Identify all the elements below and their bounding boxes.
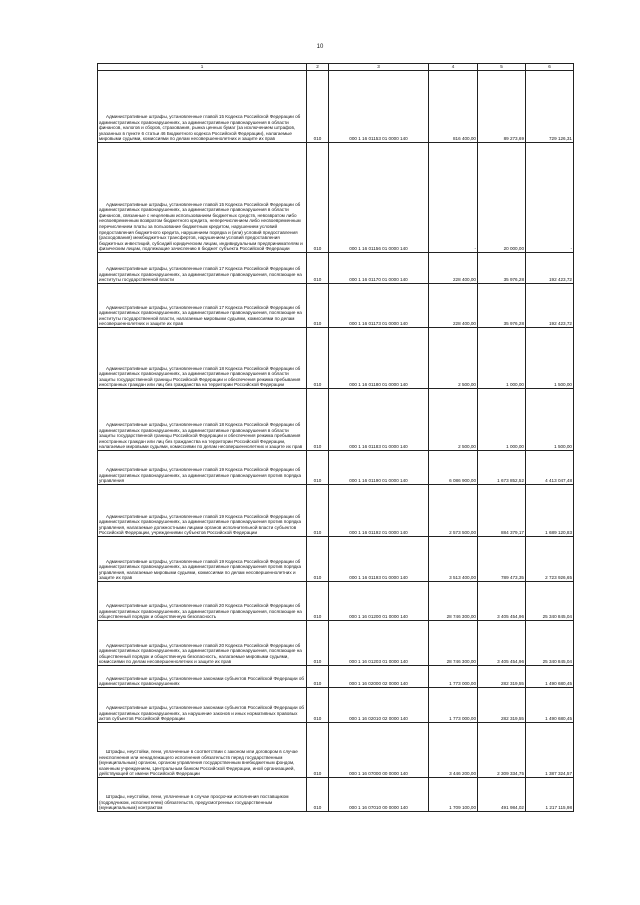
header-col-2: 2 bbox=[307, 64, 329, 71]
row-name-text: Административные штрафы, установленные главой 20 Кодекса Российской Федерации об административных правонарушениях, за административные правонарушения, посягающие на общественный порядок и общественную безопасность, налагаемые мировыми судьями, комиссиями по делам несовершеннолетних и защите их прав bbox=[99, 642, 302, 665]
row-name-cell bbox=[98, 621, 307, 666]
row-name-text: Административные штрафы, установленные главой 19 Кодекса Российской Федерации об административных правонарушениях, за административные правонарушения против порядка управления, налагаемые мировыми судьями, комиссиями по делам несовершеннолетних и защите их прав bbox=[99, 558, 302, 581]
row-diff-cell: 192 423,72 bbox=[526, 253, 574, 284]
row-plan-cell: 1 773 000,00 bbox=[429, 688, 478, 723]
row-plan-cell: 228 400,00 bbox=[429, 284, 478, 328]
row-code-cell: 010 bbox=[307, 485, 329, 537]
row-fact-cell: 2 309 334,75 bbox=[478, 723, 526, 778]
row-fact-cell: 89 273,69 bbox=[478, 71, 526, 143]
row-name-text: Административные штрафы, установленные главой 18 Кодекса Российской Федерации об административных правонарушениях, за административные правонарушения в области защиты государственной границы Российской Федерации и обеспечения режима пребывания иностранных граждан или лиц без гражданства на территории Российской Федерации bbox=[99, 365, 301, 388]
row-fact-cell: 282 319,55 bbox=[478, 666, 526, 688]
row-name-cell bbox=[98, 284, 307, 328]
header-col-5: 5 bbox=[478, 64, 526, 71]
row-diff-cell: 1 490 680,45 bbox=[526, 688, 574, 723]
table-row bbox=[98, 143, 574, 253]
row-name-cell bbox=[98, 143, 307, 253]
row-code-cell: 010 bbox=[307, 284, 329, 328]
row-fact-cell: 1 000,00 bbox=[478, 328, 526, 389]
row-diff-cell: 1 500,00 bbox=[526, 328, 574, 389]
row-fact-cell: 3 405 454,96 bbox=[478, 621, 526, 666]
table-row bbox=[98, 666, 574, 688]
row-name-cell bbox=[98, 389, 307, 451]
row-diff-cell: 1 217 115,98 bbox=[526, 778, 574, 812]
row-name-text: Административные штрафы, установленные главой 17 Кодекса Российской Федерации об административных правонарушениях, за административные правонарушения, посягающие на институты государственной власти bbox=[99, 266, 302, 283]
row-kbk-cell: 000 1 16 01192 01 0000 140 bbox=[329, 485, 429, 537]
row-name-text: Административные штрафы, установленные главой 20 Кодекса Российской Федерации об административных правонарушениях, за административные правонарушения, посягающие на общественный порядок и общественную безопасность bbox=[99, 603, 302, 620]
row-name-text: Штрафы, неустойки, пени, уплаченные в случае просрочки исполнения поставщиком (подрядчиком, исполнителем) обязательств, предусмотренных государственным (муниципальным) контрактом bbox=[99, 794, 289, 811]
row-plan-cell: 816 400,00 bbox=[429, 71, 478, 143]
row-fact-cell: 3 405 454,96 bbox=[478, 582, 526, 621]
row-code-cell: 010 bbox=[307, 723, 329, 778]
row-code-cell: 010 bbox=[307, 143, 329, 253]
row-name-cell bbox=[98, 71, 307, 143]
row-diff-cell: 1 387 324,57 bbox=[526, 723, 574, 778]
row-kbk-cell: 000 1 16 07010 00 0000 140 bbox=[329, 778, 429, 812]
row-code-cell: 010 bbox=[307, 451, 329, 485]
row-diff-cell: 4 413 047,48 bbox=[526, 451, 574, 485]
row-diff-cell: 1 689 120,83 bbox=[526, 485, 574, 537]
table-row bbox=[98, 778, 574, 812]
table-row bbox=[98, 389, 574, 451]
row-name-text: Административные штрафы, установленные главой 15 Кодекса Российской Федерации об административных правонарушениях, за административные правонарушения в области финансов, налогов и сборов, страхования, рынка ценных бумаг (за исключением штрафов, указанных в пункте 6 статьи 46 Бюджетного кодекса Российской Федерации), налагаемые мировыми судьями, комиссиями по делам несовершеннолетних и защите их прав bbox=[99, 114, 301, 142]
row-code-cell: 010 bbox=[307, 537, 329, 582]
page-number: 10 bbox=[316, 44, 324, 50]
row-diff-cell: 1 490 680,45 bbox=[526, 666, 574, 688]
row-fact-cell: 20 000,00 bbox=[478, 143, 526, 253]
row-name-cell bbox=[98, 778, 307, 812]
header-col-3: 3 bbox=[329, 64, 429, 71]
row-name-text: Административные штрафы, установленные главой 15 Кодекса Российской Федерации об административных правонарушениях, за административные правонарушения в области финансов, связанные с нецелевым использованием бюджетных средств, невозвратом либо несвоевременным возвратом бюджетного кредита, неперечислением либо несвоевременным перечислением платы за пользование бюджетным кредитом, нарушением условий предоставления бюджетного кредита, нарушением порядка и (или) условий предоставления (расходования) межбюджетных трансфертов, нарушением условий предоставления бюджетных инвестиций, субсидий юридическим лицам, индивидуальным предпринимателям и физическим лицам, подлежащие зачислению в бюджет субъекта Российской Федерации bbox=[99, 201, 303, 252]
row-kbk-cell: 000 1 16 01183 01 0000 140 bbox=[329, 389, 429, 451]
row-fact-cell: 35 976,28 bbox=[478, 253, 526, 284]
row-diff-cell: - bbox=[526, 143, 574, 253]
row-name-cell bbox=[98, 688, 307, 723]
table-row bbox=[98, 582, 574, 621]
table-row bbox=[98, 71, 574, 143]
row-kbk-cell: 000 1 16 02000 02 0000 140 bbox=[329, 666, 429, 688]
row-name-cell bbox=[98, 666, 307, 688]
row-diff-cell: 192 423,72 bbox=[526, 284, 574, 328]
row-plan-cell: - bbox=[429, 143, 478, 253]
row-kbk-cell: 000 1 16 01153 01 0000 140 bbox=[329, 71, 429, 143]
row-diff-cell: 729 126,31 bbox=[526, 71, 574, 143]
row-kbk-cell: 000 1 16 01193 01 0000 140 bbox=[329, 537, 429, 582]
row-fact-cell: 491 984,02 bbox=[478, 778, 526, 812]
table-row bbox=[98, 723, 574, 778]
row-code-cell: 010 bbox=[307, 621, 329, 666]
table-row bbox=[98, 537, 574, 582]
row-plan-cell: 228 400,00 bbox=[429, 253, 478, 284]
row-kbk-cell: 000 1 16 01156 01 0000 140 bbox=[329, 143, 429, 253]
row-diff-cell: 25 340 845,04 bbox=[526, 621, 574, 666]
row-plan-cell: 2 500,00 bbox=[429, 389, 478, 451]
row-fact-cell: 35 976,28 bbox=[478, 284, 526, 328]
table-row bbox=[98, 451, 574, 485]
row-name-text: Административные штрафы, установленные главой 17 Кодекса Российской Федерации об административных правонарушениях, за административные правонарушения, посягающие на институты государственной власти, налагаемые мировыми судьями, комиссиями по делам несовершеннолетних и защите их прав bbox=[99, 304, 302, 327]
budget-table bbox=[97, 63, 574, 812]
row-plan-cell: 1 773 000,00 bbox=[429, 666, 478, 688]
row-name-cell bbox=[98, 582, 307, 621]
row-name-cell bbox=[98, 485, 307, 537]
row-fact-cell: 789 473,35 bbox=[478, 537, 526, 582]
row-name-text: Административные штрафы, установленные законами субъектов Российской Федерации об административных правонарушениях, за нарушение законов и иных нормативных правовых актов субъектов Российской Федерации bbox=[99, 705, 305, 722]
row-code-cell: 010 bbox=[307, 389, 329, 451]
row-name-cell bbox=[98, 253, 307, 284]
row-name-cell bbox=[98, 537, 307, 582]
row-kbk-cell: 000 1 16 01200 01 0000 140 bbox=[329, 582, 429, 621]
row-code-cell: 010 bbox=[307, 253, 329, 284]
row-plan-cell: 3 513 400,00 bbox=[429, 537, 478, 582]
row-name-text: Административные штрафы, установленные главой 18 Кодекса Российской Федерации об административных правонарушениях, за административные правонарушения в области защиты государственной границы Российской Федерации и обеспечения режима пребывания иностранных граждан или лиц без гражданства на территории Российской Федерации, налагаемые мировыми судьями, комиссиями по делам несовершеннолетних и защите их прав bbox=[99, 422, 303, 450]
row-code-cell: 010 bbox=[307, 582, 329, 621]
table-header-row bbox=[98, 64, 574, 71]
row-plan-cell: 6 086 900,00 bbox=[429, 451, 478, 485]
row-kbk-cell: 000 1 16 01180 01 0000 140 bbox=[329, 328, 429, 389]
row-plan-cell: 28 746 300,00 bbox=[429, 621, 478, 666]
header-col-4: 4 bbox=[429, 64, 478, 71]
row-name-cell bbox=[98, 723, 307, 778]
row-kbk-cell: 000 1 16 01170 01 0000 140 bbox=[329, 253, 429, 284]
row-plan-cell: 2 500,00 bbox=[429, 328, 478, 389]
table-row bbox=[98, 328, 574, 389]
row-diff-cell: 2 723 926,65 bbox=[526, 537, 574, 582]
row-name-text: Административные штрафы, установленные законами субъектов Российской Федерации об административных правонарушениях bbox=[99, 675, 305, 687]
table-row bbox=[98, 284, 574, 328]
row-code-cell: 010 bbox=[307, 328, 329, 389]
row-name-text: Административные штрафы, установленные главой 19 Кодекса Российской Федерации об административных правонарушениях, за административные правонарушения против порядка управления bbox=[99, 467, 302, 484]
row-kbk-cell: 000 1 16 07000 00 0000 140 bbox=[329, 723, 429, 778]
table-row bbox=[98, 253, 574, 284]
row-kbk-cell: 000 1 16 01173 01 0000 140 bbox=[329, 284, 429, 328]
row-code-cell: 010 bbox=[307, 71, 329, 143]
row-name-cell bbox=[98, 451, 307, 485]
row-plan-cell: 28 746 300,00 bbox=[429, 582, 478, 621]
row-fact-cell: 1 000,00 bbox=[478, 389, 526, 451]
table-row bbox=[98, 621, 574, 666]
row-diff-cell: 25 340 845,04 bbox=[526, 582, 574, 621]
row-plan-cell: 1 709 100,00 bbox=[429, 778, 478, 812]
row-kbk-cell: 000 1 16 02010 02 0000 140 bbox=[329, 688, 429, 723]
row-plan-cell: 2 573 500,00 bbox=[429, 485, 478, 537]
row-kbk-cell: 000 1 16 01203 01 0000 140 bbox=[329, 621, 429, 666]
row-plan-cell: 3 446 200,00 bbox=[429, 723, 478, 778]
row-fact-cell: 282 319,55 bbox=[478, 688, 526, 723]
header-col-1: 1 bbox=[98, 64, 307, 71]
row-fact-cell: 1 673 852,52 bbox=[478, 451, 526, 485]
row-name-cell bbox=[98, 328, 307, 389]
table-row bbox=[98, 485, 574, 537]
row-fact-cell: 884 379,17 bbox=[478, 485, 526, 537]
table-row bbox=[98, 688, 574, 723]
row-kbk-cell: 000 1 16 01190 01 0000 140 bbox=[329, 451, 429, 485]
header-col-6: 6 bbox=[526, 64, 574, 71]
row-name-text: Штрафы, неустойки, пени, уплаченные в соответствии с законом или договором в случае неисполнения или ненадлежащего исполнения обязательств перед государственным (муниципальным) органом, органом управления государственным внебюджетным фондом, казенным учреждением, Центральным банком Российской Федерации, иной организацией, действующей от имени Российской Федерации bbox=[99, 749, 298, 777]
row-code-cell: 010 bbox=[307, 666, 329, 688]
row-code-cell: 010 bbox=[307, 688, 329, 723]
row-name-text: Административные штрафы, установленные главой 19 Кодекса Российской Федерации об административных правонарушениях, за административные правонарушения против порядка управления, налагаемые должностными лицами органов исполнительной власти субъектов Российской Федерации, учреждениями субъектов Российской Федерации bbox=[99, 513, 302, 536]
row-diff-cell: 1 500,00 bbox=[526, 389, 574, 451]
row-code-cell: 010 bbox=[307, 778, 329, 812]
